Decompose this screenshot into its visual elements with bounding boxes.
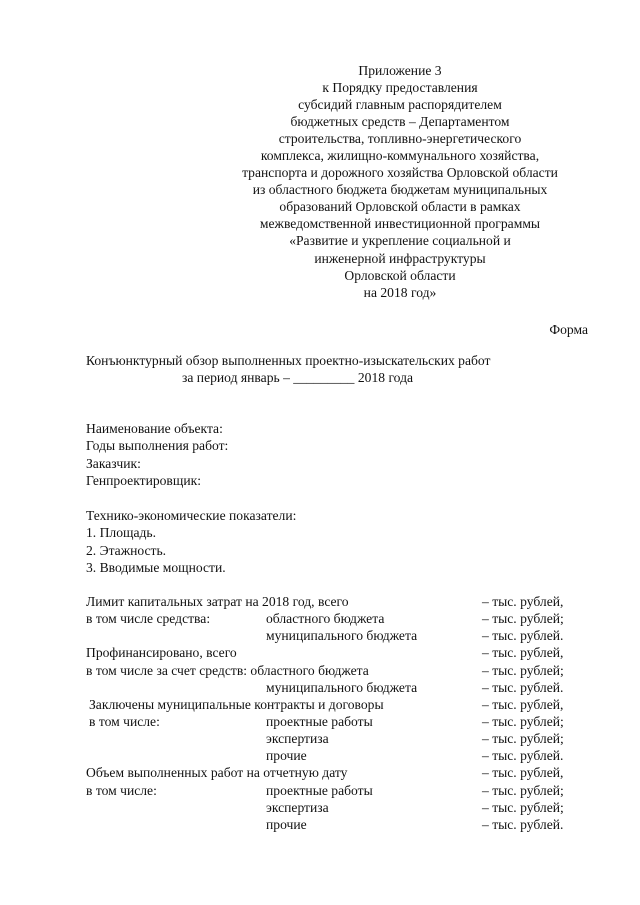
appendix-header — [205, 62, 595, 301]
row-label: в том числе: — [89, 713, 160, 729]
row-unit: – тыс. рублей; — [482, 731, 564, 747]
field-years: Годы выполнения работ: — [86, 438, 229, 454]
appendix-line: на 2018 год» — [363, 284, 437, 300]
tech-heading: Технико-экономические показатели: — [86, 508, 297, 523]
row-unit: – тыс. рублей; — [482, 782, 564, 798]
table-row — [86, 816, 606, 833]
row-unit: – тыс. рублей, — [482, 696, 564, 712]
table-row — [86, 747, 606, 764]
row-unit: – тыс. рублей, — [482, 594, 564, 609]
row-unit: – тыс. рублей. — [482, 748, 564, 764]
row-unit: – тыс. рублей; — [482, 799, 564, 815]
table-row — [86, 730, 606, 747]
appendix-line: образований Орловской области в рамках — [279, 199, 521, 215]
appendix-line: строительства, топливно-энергетического — [278, 131, 522, 147]
row-unit: – тыс. рублей. — [482, 628, 564, 644]
table-row — [86, 696, 606, 713]
title-line-2: за период январь – _________ 2018 года — [182, 370, 414, 385]
appendix-line: межведомственной инвестиционной программы — [259, 216, 541, 232]
table-row — [86, 610, 606, 627]
table-row — [86, 627, 606, 644]
appendix-line: инженерной инфраструктуры — [314, 250, 486, 266]
document-title — [86, 352, 566, 386]
table-row — [86, 782, 606, 799]
row-label: Заключены муниципальные контракты и договоры — [89, 696, 384, 712]
row-unit: – тыс. рублей; — [482, 611, 564, 627]
appendix-line: Приложение 3 — [358, 63, 442, 78]
field-customer: Заказчик: — [86, 455, 141, 471]
appendix-line: бюджетных средств – Департаментом — [290, 114, 510, 130]
table-row — [86, 662, 606, 679]
appendix-line: Орловской области — [344, 267, 456, 283]
row-label: Объем выполненных работ на отчетную дату — [86, 765, 348, 781]
tech-item: 2. Этажность. — [86, 542, 167, 558]
row-label: Лимит капитальных затрат на 2018 год, всего — [86, 594, 349, 609]
row-source: прочие — [266, 816, 307, 832]
row-source: экспертиза — [266, 731, 329, 747]
row-unit: – тыс. рублей, — [482, 765, 564, 781]
appendix-line: комплекса, жилищно-коммунального хозяйства, — [260, 148, 540, 164]
row-source: муниципального бюджета — [266, 628, 418, 644]
appendix-line: «Развитие и укрепление социальной и — [289, 233, 511, 249]
row-source: муниципального бюджета — [266, 679, 418, 695]
row-source: прочие — [266, 748, 307, 764]
form-label: Форма — [549, 322, 588, 337]
table-row — [86, 644, 606, 661]
row-unit: – тыс. рублей. — [482, 816, 564, 832]
row-unit: – тыс. рублей; — [482, 713, 564, 729]
field-general-designer: Генпроектировщик: — [86, 473, 201, 489]
title-line-1: Конъюнктурный обзор выполненных проектно-изыскательских работ — [86, 353, 491, 368]
tech-item: 3. Вводимые мощности. — [86, 560, 226, 576]
table-row — [86, 593, 606, 610]
field-object-name: Наименование объекта: — [86, 421, 223, 436]
row-label: Профинансировано, всего — [86, 645, 237, 661]
row-source: областного бюджета — [266, 611, 385, 627]
row-unit: – тыс. рублей. — [482, 679, 564, 695]
table-row — [86, 679, 606, 696]
row-label: в том числе за счет средств: областного бюджета — [86, 662, 369, 678]
table-row — [86, 713, 606, 730]
appendix-line: субсидий главным распорядителем — [298, 97, 502, 113]
tech-indicators — [86, 507, 296, 577]
row-unit: – тыс. рублей; — [482, 662, 564, 678]
row-source: проектные работы — [266, 782, 373, 798]
appendix-line: к Порядку предоставления — [322, 80, 478, 96]
finance-table — [86, 593, 606, 833]
table-row — [86, 764, 606, 781]
object-fields — [86, 420, 228, 490]
table-row — [86, 799, 606, 816]
row-source: проектные работы — [266, 713, 373, 729]
row-unit: – тыс. рублей, — [482, 645, 564, 661]
row-source: экспертиза — [266, 799, 329, 815]
appendix-line: транспорта и дорожного хозяйства Орловской области — [242, 165, 558, 181]
row-label: в том числе средства: — [86, 611, 211, 627]
row-label: в том числе: — [86, 782, 157, 798]
appendix-line: из областного бюджета бюджетам муниципальных — [252, 182, 548, 198]
tech-item: 1. Площадь. — [86, 525, 157, 541]
